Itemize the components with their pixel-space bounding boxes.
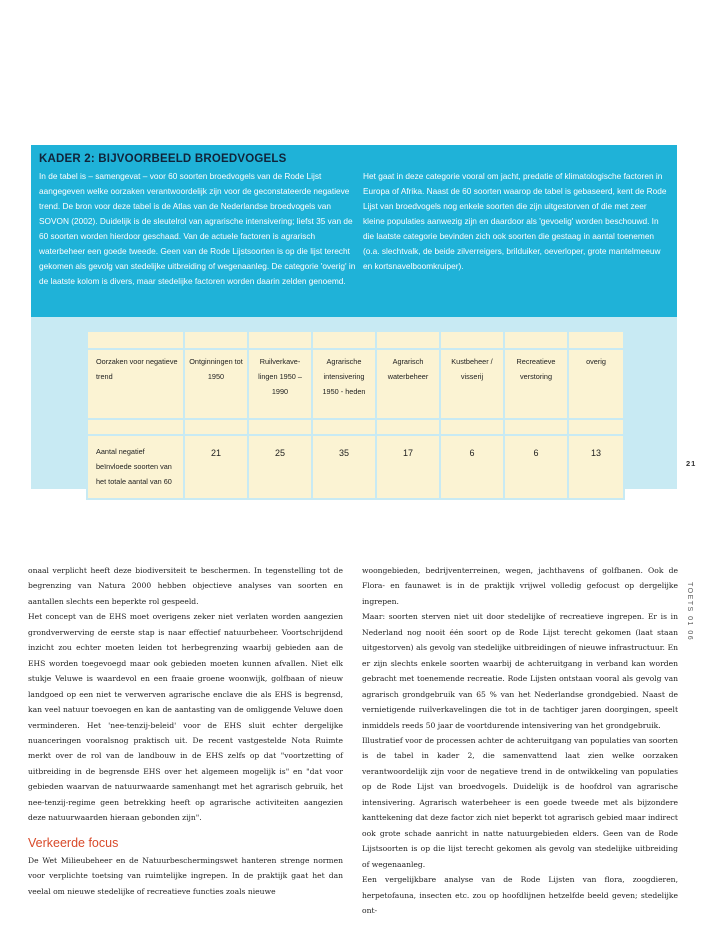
- column-header: Kustbeheer / visserij: [440, 349, 504, 419]
- page-number: 21: [686, 459, 697, 468]
- column-header: Ruilverkave-lingen 1950 – 1990: [248, 349, 312, 419]
- body-column-right: [362, 563, 678, 918]
- kader-text-left: In de tabel is – samengevat – voor 60 soorten broedvogels van de Rode Lijst aangegeven welke oorzaken verantwoordelijk zijn voor de geconstateerde negatieve trend. De bron voor deze tabel is de Atlas van de Nederlandse broedvogels van SOVON (2002). Duidelijk is de sleutelrol van agrarische intensivering; liefst 35 van de 60 soorten worden hierdoor geschaad. Van de actuele factoren is agrarisch waterbeheer een goede tweede. Geen van de Rode Lijstsoorten is op die lijst terecht gekomen als gevolg van stedelijke uitbreiding of wegenaanleg. De categorie 'overig' in de laatste kolom is divers, maar stedelijke factoren worden daarin zelden genoemd.: [39, 171, 356, 286]
- column-header: Ontginningen tot 1950: [184, 349, 248, 419]
- section-heading: Verkeerde focus: [28, 835, 119, 850]
- column-header: overig: [568, 349, 624, 419]
- paragraph: De Wet Milieubeheer en de Natuurbeschermingswet hanteren strenge normen voor verplichte toetsing van ruimtelijke ingrepen. In de praktijk gaat het dan veelal om nieuwe stedelijke of recreatieve functies zoals nieuwe: [28, 855, 343, 896]
- paragraph: Maar: soorten sterven niet uit door stedelijke of recreatieve ingrepen. Er is in Nederland nog nooit één soort op de Rode Lijst terecht gekomen (laat staan uitgestorven) als gevolg van stedelijke uitbreidingen of nieuwe infrastructuur. En er zijn slechts enkele soorten waarbij de achteruitgang in verband kan worden gebracht met toenemende recreatie. Rode Lijsten ontstaan vooral als gevolg van agrarisch grondgebruik van 65 % van het Nederlandse grondgebied. Naast de vernietigende ruilverkavelingen die tot in de tachtiger jaren doorgingen, speelt inmiddels reeds 50 jaar de voortdurende intensivering van het grondgebruik.: [362, 612, 678, 730]
- column-header: Agrarische intensivering 1950 - heden: [312, 349, 376, 419]
- body-column-left: [28, 563, 343, 899]
- paragraph: Het concept van de EHS moet overigens zeker niet verlaten worden aangezien grondverwerving de eerste stap is naar effectief natuurbeheer. Voortschrijdend inzicht zou echter moeten leiden tot herbegrenzing waarbij gebieden aan de EHS worden toegevoegd maar ook gebieden moeten kunnen afvallen. Niet elk stukje Veluwe is waardevol en een fraaie groene woonwijk, golfbaan of nieuw landgoed op een niet te verwerven agrarische enclave die als EHS is begrensd, kan veel natuur toevoegen en kan de aantasting van de omliggende Veluwe doen verminderen. Het 'nee-tenzij-beleid' voor de EHS sluit echter dergelijke nuanceringen vooralsnog praktisch uit. De recent vastgestelde Nota Ruimte merkt over de rol van de landbouw in de EHS zelfs op dat "voortzetting of uitbreiding in de begrensde EHS over het algemeen mogelijk is" en "dat voor gebieden waarvan de natuurwaarde samenhangt met het agrarisch gebruik, het nee-tenzij-regime geen betrekking heeft op agrarische activiteiten aangezien deze natuurwaarden hieraan gebonden zijn".: [28, 612, 343, 823]
- value-row-label: Aantal negatief beïnvloede soorten van het totale aantal van 60: [87, 435, 184, 499]
- paragraph: woongebieden, bedrijventerreinen, wegen, jachthavens of golfbanen. Ook de Flora- en faunawet is in de praktijk vrijwel volledig gefocust op dergelijke ingrepen.: [362, 566, 678, 606]
- value-cell: 6: [504, 435, 568, 499]
- kader-text-right: Het gaat in deze categorie vooral om jacht, predatie of klimatologische factoren in Europa of Afrika. Naast de 60 soorten waarop de tabel is gebaseerd, kent de Rode Lijst van broedvogels nog enkele soorten die zijn uitgestorven of die met zeer kleine populaties aanwezig zijn en daardoor als 'gevoelig' worden beschouwd. In die laatste categorie bevinden zich ook soorten die gestaag in aantal toenemen (o.a. slechtvalk, de beide zilverreigers, brilduiker, oeverloper, grote mantelmeeuw en kortsnavelboomkruiper).: [363, 171, 667, 271]
- column-header: Recreatieve verstoring: [504, 349, 568, 419]
- kader-table-panel: [31, 317, 677, 489]
- value-cell: 17: [376, 435, 440, 499]
- paragraph: Een vergelijkbare analyse van de Rode Lijsten van flora, zoogdieren, herpetofauna, insecten etc. zou op hoofdlijnen hetzelfde beeld geven; stedelijke ont-: [362, 875, 678, 915]
- value-cell: 6: [440, 435, 504, 499]
- row-header-label: Oorzaken voor negatieve trend: [87, 349, 184, 419]
- kader-box: [31, 145, 677, 317]
- value-cell: 13: [568, 435, 624, 499]
- running-head: TOETS 01 06: [686, 582, 693, 642]
- table-header-row: [87, 349, 624, 419]
- causes-table: [86, 330, 625, 500]
- value-cell: 21: [184, 435, 248, 499]
- value-cell: 35: [312, 435, 376, 499]
- table-value-row: [87, 435, 624, 499]
- paragraph: Illustratief voor de processen achter de achteruitgang van populaties van soorten is de tabel in kader 2, die samenvattend laat zien welke oorzaken verantwoordelijk zijn voor de negatieve trend in de ontwikkeling van populaties op de Rode Lijst van broedvogels. Duidelijk is de hoofdrol van agrarische intensivering. Agrarisch waterbeheer is een goede tweede met als bijzondere kanttekening dat deze factor zich niet beperkt tot agrarisch gebied maar indirect ook grote schade aanricht in natte natuurgebieden elders. Geen van de Rode Lijstsoorten is op die lijst terecht gekomen als gevolg van stedelijke uitbreiding of wegenaanleg.: [362, 735, 678, 869]
- kader-title: KADER 2: BIJVOORBEELD BROEDVOGELS: [39, 153, 287, 165]
- value-cell: 25: [248, 435, 312, 499]
- column-header: Agrarisch waterbeheer: [376, 349, 440, 419]
- paragraph: onaal verplicht heeft deze biodiversiteit te beschermen. In tegenstelling tot de begrenzing van Natura 2000 hebben objectieve analyses van soorten en aantallen slechts een beperkte rol gespeeld.: [28, 566, 343, 606]
